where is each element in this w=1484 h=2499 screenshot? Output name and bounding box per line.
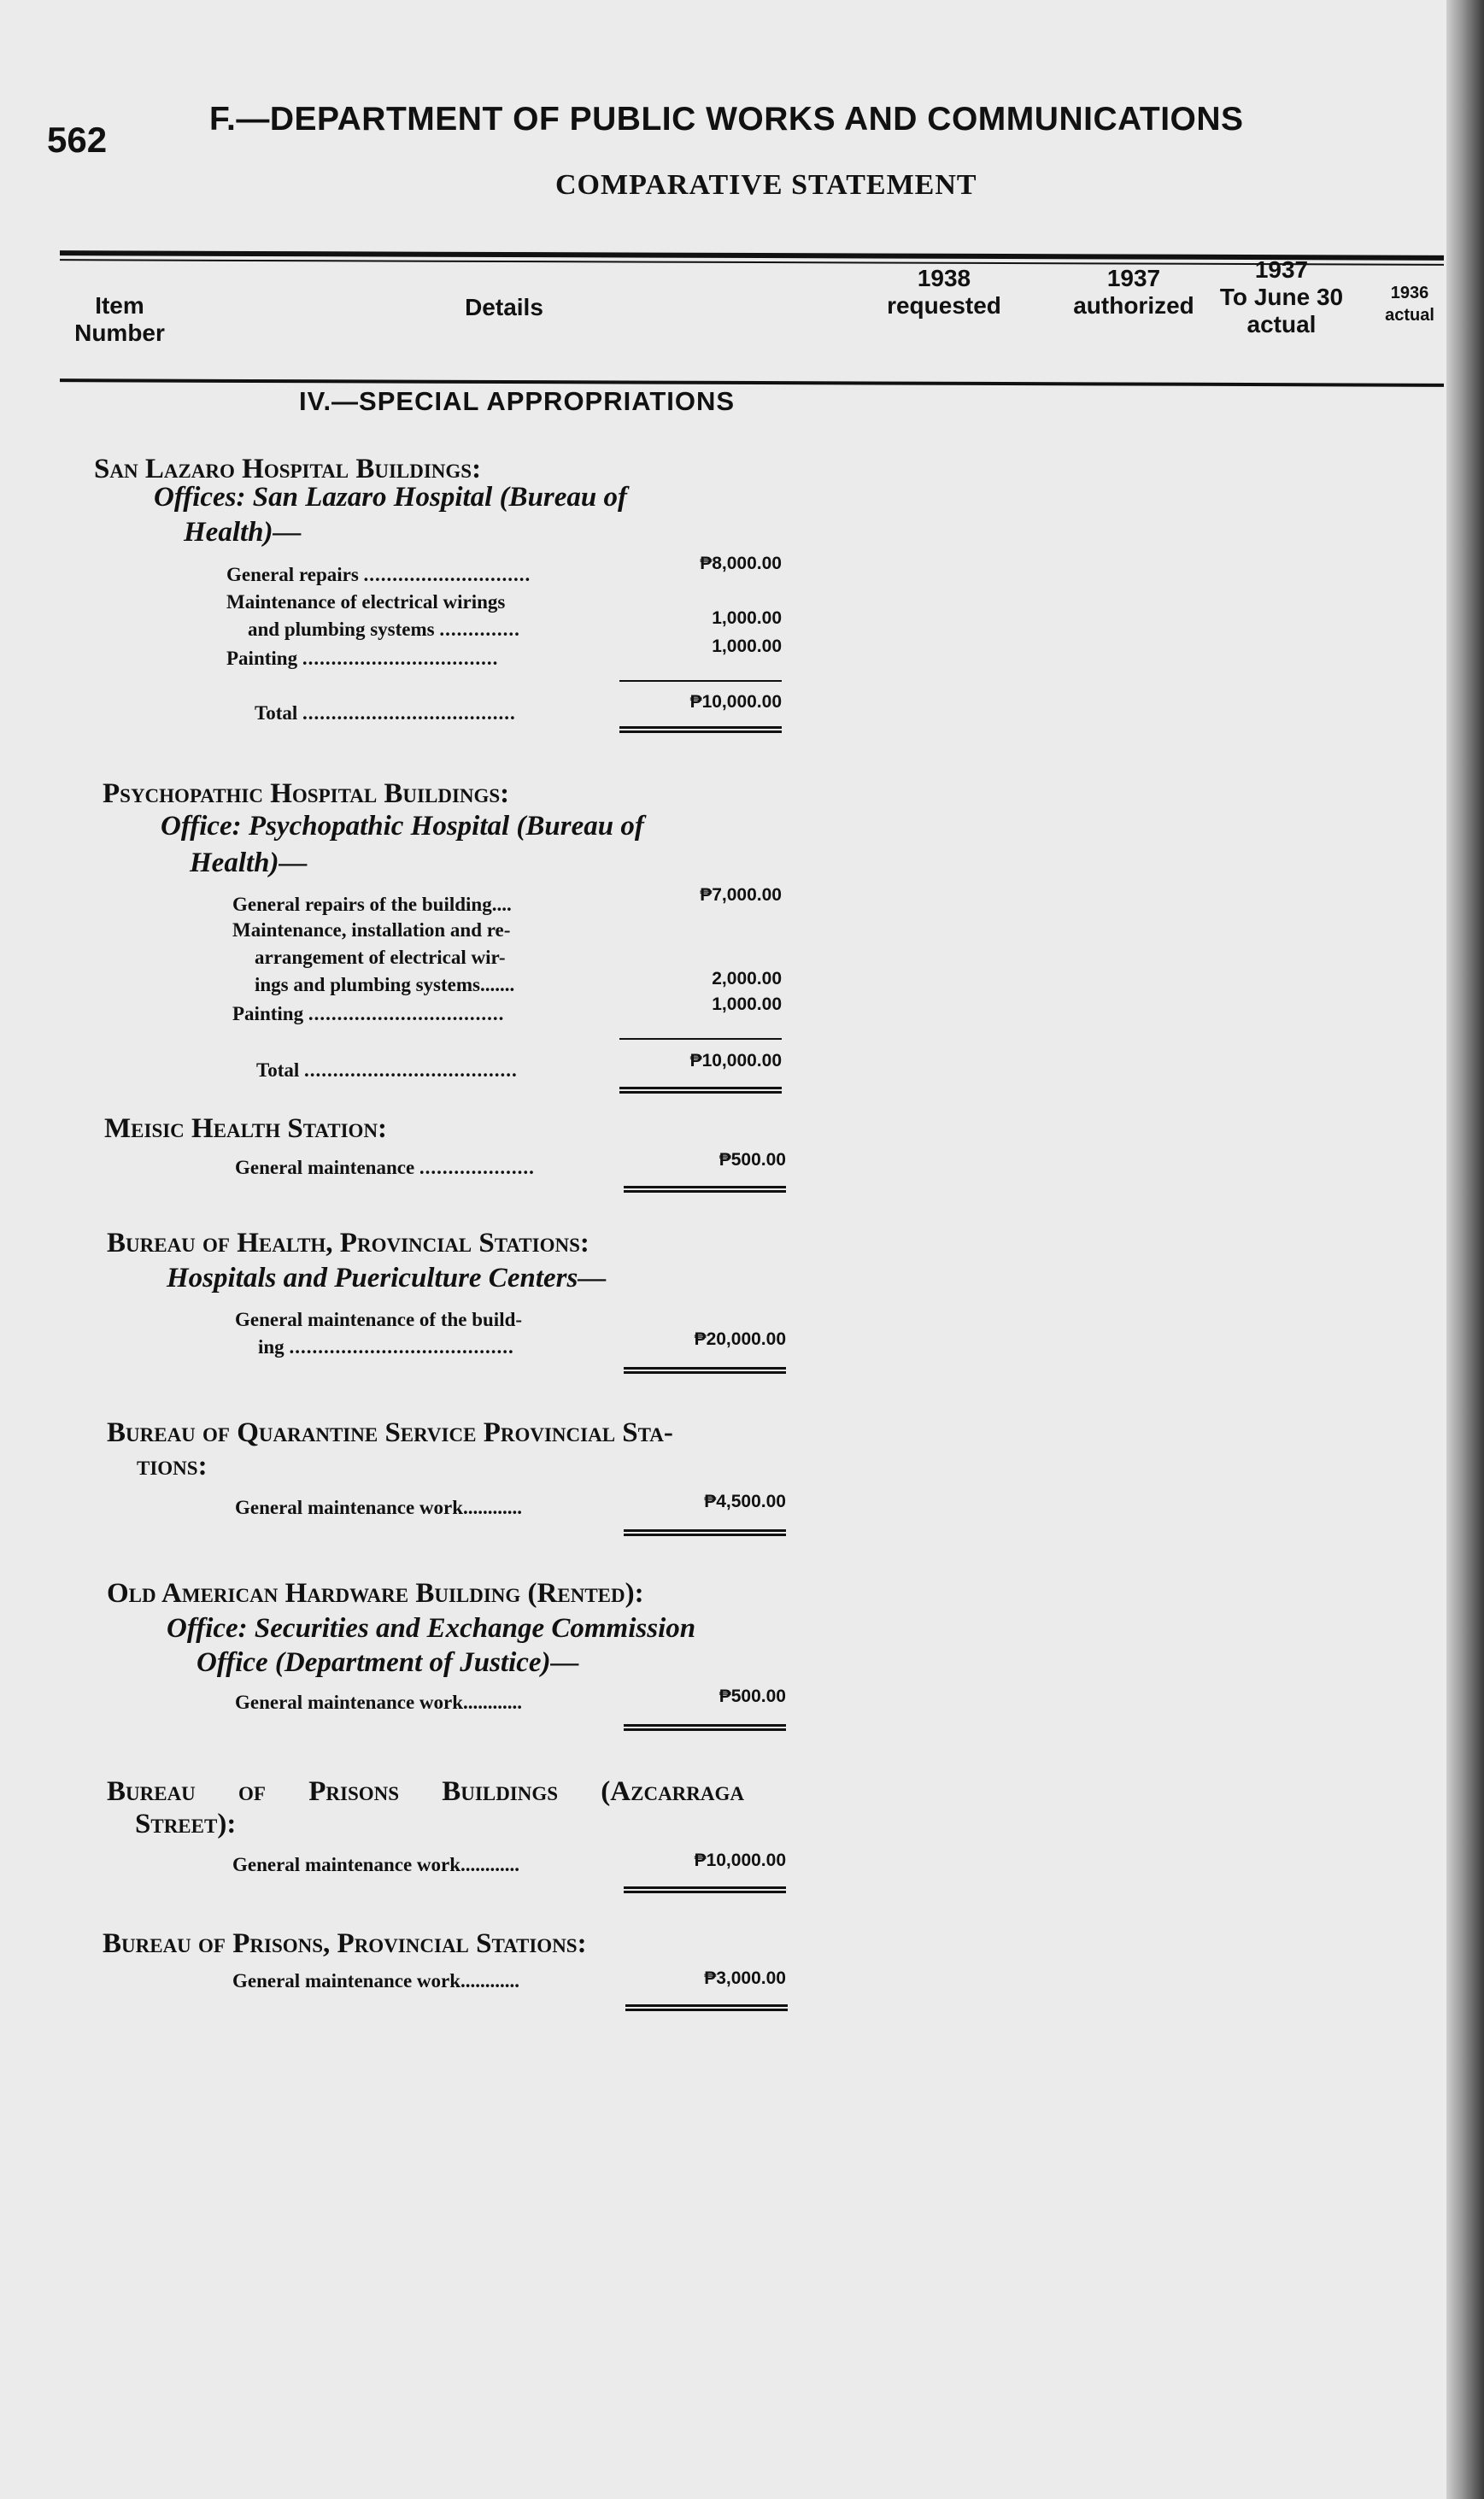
total-double-rule — [624, 1886, 786, 1893]
amount: ₱500.00 — [719, 1150, 786, 1170]
item-label: ing ....................................... — [258, 1336, 514, 1358]
statement-title: COMPARATIVE STATEMENT — [555, 169, 977, 201]
amount: 1,000.00 — [712, 636, 782, 656]
heading-prisons-azcarraga-l1: Bureau of Prisons Buildings (Azcarraga — [107, 1776, 745, 1807]
col-1937-actual: 1937 To June 30 actual — [1219, 256, 1344, 337]
subtotal-rule — [619, 680, 782, 682]
item-label: Maintenance of electrical wirings — [226, 591, 506, 613]
total-double-rule — [619, 726, 782, 733]
total-double-rule — [625, 2004, 788, 2011]
item-label: ings and plumbing systems....... — [255, 974, 515, 995]
page-number: 562 — [47, 120, 108, 160]
item-label: arrangement of electrical wir- — [255, 947, 506, 968]
heading-old-american: Old American Hardware Building (Rented): — [107, 1578, 644, 1609]
office-psychopathic-l2: Health)— — [190, 848, 308, 878]
total-double-rule — [619, 1087, 782, 1094]
amount: ₱7,000.00 — [700, 885, 782, 905]
total-amount: ₱10,000.00 — [689, 692, 782, 712]
item-label: General maintenance work............ — [235, 1497, 523, 1518]
col-1938-requested: 1938 requested — [887, 265, 1001, 319]
total-double-rule — [624, 1724, 786, 1731]
item-label: General maintenance work............ — [232, 1854, 520, 1875]
item-label: General maintenance .................... — [235, 1157, 535, 1178]
item-label: General maintenance of the build- — [235, 1309, 523, 1330]
item-label: Maintenance, installation and re- — [232, 919, 511, 941]
item-label: General repairs of the building.... — [232, 894, 512, 915]
amount: ₱8,000.00 — [700, 554, 782, 573]
heading-quarantine-l1: Bureau of Quarantine Service Provincial Sta- — [107, 1417, 673, 1448]
section-title: IV.—SPECIAL APPROPRIATIONS — [299, 386, 736, 416]
header-bottom-rule — [60, 378, 1444, 387]
heading-psychopathic: Psychopathic Hospital Buildings: — [103, 778, 510, 809]
office-old-american-l1: Office: Securities and Exchange Commission — [167, 1613, 696, 1644]
amount: ₱4,500.00 — [704, 1492, 786, 1511]
total-double-rule — [624, 1529, 786, 1536]
item-label: Painting .................................. — [232, 1003, 505, 1024]
office-san-lazaro-l2: Health)— — [184, 517, 302, 548]
office-old-american-l2: Office (Department of Justice)— — [196, 1647, 579, 1678]
total-double-rule — [624, 1367, 786, 1374]
heading-boh-provincial: Bureau of Health, Provincial Stations: — [107, 1228, 589, 1258]
heading-quarantine-l2: tions: — [137, 1451, 208, 1481]
total-double-rule — [624, 1186, 786, 1193]
col-item-number: Item Number — [74, 292, 165, 346]
department-title: F.—DEPARTMENT OF PUBLIC WORKS AND COMMUNICATIONS — [209, 101, 1244, 138]
amount: 2,000.00 — [712, 969, 782, 988]
item-label: General maintenance work............ — [235, 1692, 523, 1713]
page-edge-shadow — [1446, 0, 1484, 2499]
total-amount: ₱10,000.00 — [689, 1051, 782, 1071]
amount: ₱10,000.00 — [694, 1851, 786, 1870]
item-label: Painting .................................. — [226, 648, 499, 669]
amount: ₱20,000.00 — [694, 1329, 786, 1349]
heading-san-lazaro: San Lazaro Hospital Buildings: — [94, 454, 482, 484]
subtotal-rule — [619, 1038, 782, 1040]
col-1937-authorized: 1937 authorized — [1073, 265, 1194, 319]
item-label: General repairs ............................. — [226, 564, 531, 585]
col-1936-actual: 1936 actual — [1385, 284, 1434, 325]
office-psychopathic-l1: Office: Psychopathic Hospital (Bureau of — [161, 811, 644, 842]
amount: ₱500.00 — [719, 1687, 786, 1706]
heading-prisons-provincial: Bureau of Prisons, Provincial Stations: — [103, 1928, 587, 1959]
heading-prisons-azcarraga-l2: Street): — [135, 1809, 237, 1839]
item-label: and plumbing systems .............. — [248, 619, 520, 640]
total-label: Total ..................................... — [255, 702, 516, 724]
col-details: Details — [465, 294, 543, 320]
heading-meisic: Meisic Health Station: — [104, 1113, 388, 1144]
amount: 1,000.00 — [712, 994, 782, 1014]
item-label: General maintenance work............ — [232, 1970, 520, 1992]
total-label: Total ..................................... — [256, 1059, 518, 1081]
office-boh-provincial: Hospitals and Puericulture Centers— — [167, 1263, 607, 1293]
amount: 1,000.00 — [712, 608, 782, 628]
office-san-lazaro-l1: Offices: San Lazaro Hospital (Bureau of — [154, 482, 628, 513]
amount: ₱3,000.00 — [704, 1968, 786, 1988]
